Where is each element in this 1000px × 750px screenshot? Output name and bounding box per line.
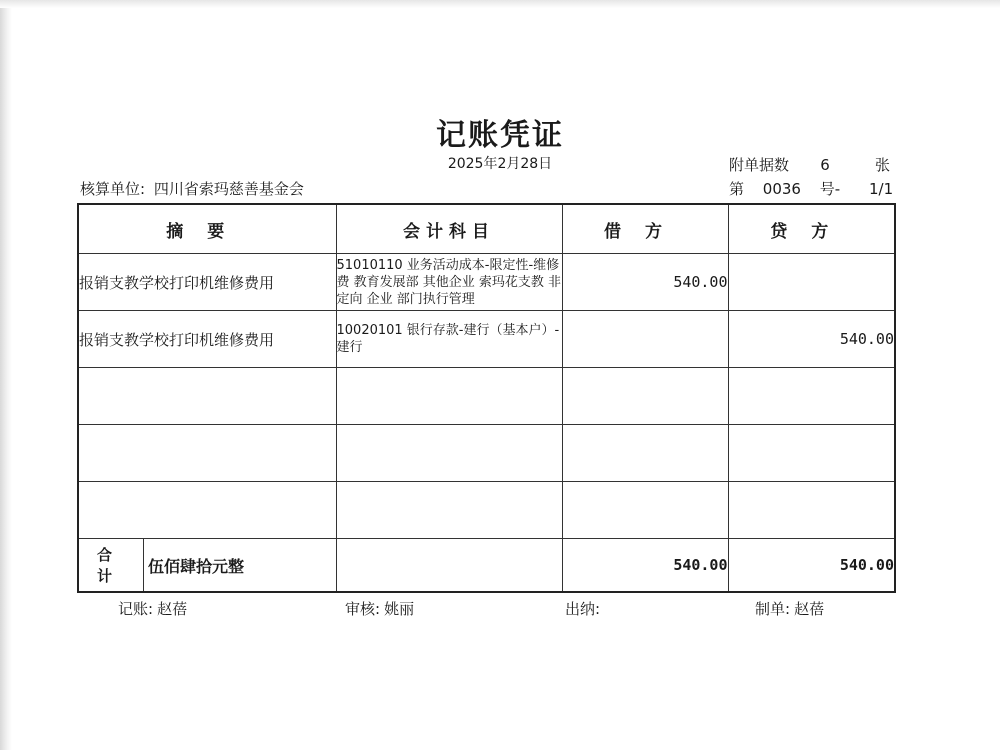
voucher-number-prefix: 第	[729, 180, 745, 198]
total-amount-words: 伍佰肆拾元整	[148, 556, 245, 576]
attachment-label: 附单据数	[729, 156, 790, 174]
total-debit: 540.00	[562, 539, 728, 593]
total-label-cell	[78, 539, 336, 593]
signature-bookkeeper	[118, 598, 187, 619]
reviewer-name: 姚丽	[384, 600, 415, 618]
total-credit: 540.00	[728, 539, 895, 593]
column-summary: 摘要	[78, 204, 336, 254]
column-account: 会计科目	[336, 204, 562, 254]
reviewer-label: 审核:	[345, 600, 381, 618]
bookkeeper-label: 记账:	[118, 600, 154, 618]
row-debit: 540.00	[562, 254, 728, 311]
preparer-label: 制单:	[755, 600, 791, 618]
preparer-name: 赵蓓	[794, 600, 825, 618]
row-summary	[78, 368, 336, 425]
row-account	[336, 368, 562, 425]
signature-preparer	[755, 598, 824, 619]
signature-cashier	[565, 598, 604, 619]
attachment-count	[729, 154, 890, 175]
row-account	[336, 482, 562, 539]
voucher-page: 1/1	[868, 180, 894, 198]
row-summary: 报销支教学校打印机维修费用	[78, 311, 336, 368]
row-debit	[562, 482, 728, 539]
attachment-unit: 张	[875, 156, 891, 174]
row-credit	[728, 368, 895, 425]
row-summary: 报销支教学校打印机维修费用	[78, 254, 336, 311]
row-summary	[78, 482, 336, 539]
column-debit: 借方	[562, 204, 728, 254]
voucher-number	[729, 178, 893, 199]
row-credit	[728, 482, 895, 539]
voucher-number-suffix: 号-	[819, 180, 841, 198]
row-summary	[78, 425, 336, 482]
row-debit	[562, 311, 728, 368]
voucher-number-value: 0036	[762, 180, 801, 198]
bookkeeper-name: 赵蓓	[157, 600, 188, 618]
signature-line	[0, 598, 1000, 622]
total-row	[78, 539, 895, 593]
row-account: 51010110 业务活动成本-限定性-维修费 教育发展部 其他企业 索玛花支教 非定向 企业 部门执行管理	[336, 254, 562, 311]
voucher-title: 记账凭证	[436, 118, 564, 153]
scan-edge-top	[0, 0, 1000, 8]
voucher-table	[77, 203, 896, 593]
row-credit	[728, 425, 895, 482]
accounting-unit-label: 核算单位:	[80, 180, 146, 198]
attachment-number: 6	[820, 156, 830, 174]
table-row	[78, 254, 895, 311]
total-account-empty	[336, 539, 562, 593]
row-debit	[562, 425, 728, 482]
header-row	[78, 204, 895, 254]
total-label: 合计	[79, 539, 144, 591]
table-row	[78, 482, 895, 539]
cashier-label: 出纳:	[565, 600, 601, 618]
accounting-unit	[80, 178, 304, 199]
row-account	[336, 425, 562, 482]
voucher-date: 2025年2月28日	[447, 156, 553, 172]
table-row	[78, 368, 895, 425]
column-credit: 贷方	[728, 204, 895, 254]
table-row	[78, 311, 895, 368]
signature-reviewer	[345, 598, 414, 619]
table-row	[78, 425, 895, 482]
row-credit	[728, 254, 895, 311]
row-account: 10020101 银行存款-建行（基本户）-建行	[336, 311, 562, 368]
row-credit: 540.00	[728, 311, 895, 368]
accounting-unit-name: 四川省索玛慈善基金会	[153, 180, 304, 198]
row-debit	[562, 368, 728, 425]
